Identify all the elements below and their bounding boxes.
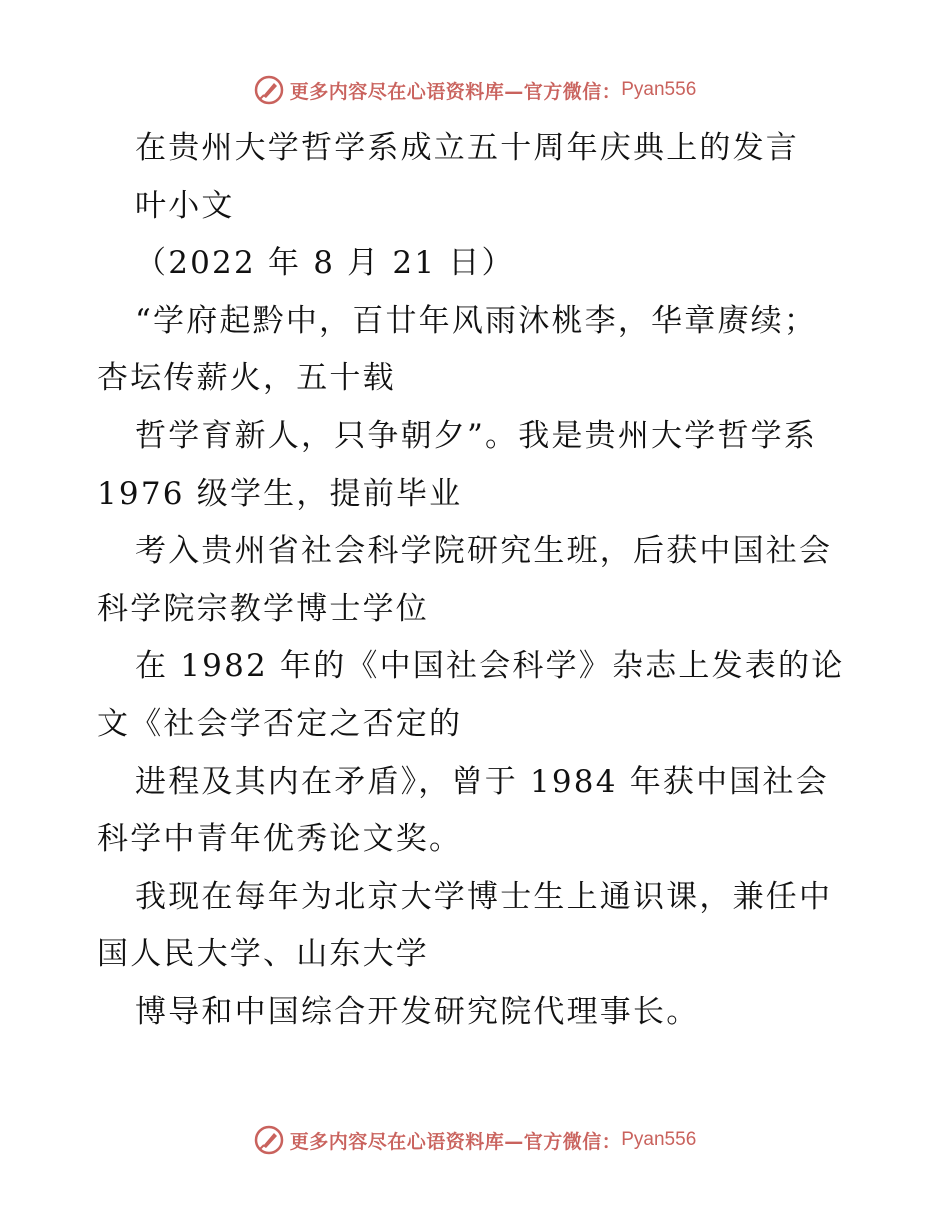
paragraph-line: 1976 级学生，提前毕业 (97, 475, 463, 512)
quill-logo-icon (254, 75, 284, 105)
paragraph-line: 科学中青年优秀论文奖。 (97, 821, 463, 858)
document-date: （2022 年 8 月 21 日） (135, 245, 515, 282)
footer-watermark-banner (0, 1120, 950, 1160)
paragraph-line: 进程及其内在矛盾》，曾于 1984 年获中国社会 (135, 763, 829, 800)
paragraph-line: 我现在每年为北京大学博士生上通识课，兼任中 (135, 878, 833, 915)
paragraph-line: 文《社会学否定之否定的 (97, 705, 463, 742)
header-watermark-banner (0, 70, 950, 110)
document-author: 叶小文 (135, 187, 235, 224)
quill-logo-icon (254, 1125, 284, 1155)
paragraph-line: “学府起黔中，百廿年风雨沐桃李，华章赓续； (135, 302, 818, 339)
paragraph-line: 科学院宗教学博士学位 (97, 590, 429, 627)
paragraph-line: 考入贵州省社会科学院研究生班，后获中国社会 (135, 533, 833, 570)
paragraph-line: 哲学育新人，只争朝夕”。我是贵州大学哲学系 (135, 417, 818, 454)
paragraph-line: 在 1982 年的《中国社会科学》杂志上发表的论 (135, 648, 845, 685)
banner-text: 更多内容尽在心语资料库—官方微信： (289, 1130, 622, 1153)
banner-text: 更多内容尽在心语资料库—官方微信： (289, 80, 622, 103)
paragraph-line: 国人民大学、山东大学 (97, 936, 429, 973)
paragraph-line: 杏坛传薪火，五十载 (97, 360, 396, 397)
document-body (97, 120, 857, 1042)
banner-account: Pyan556 (621, 79, 697, 100)
document-title: 在贵州大学哲学系成立五十周年庆典上的发言 (135, 130, 799, 166)
paragraph-line: 博导和中国综合开发研究院代理事长。 (135, 993, 700, 1030)
banner-account: Pyan556 (621, 1129, 697, 1150)
